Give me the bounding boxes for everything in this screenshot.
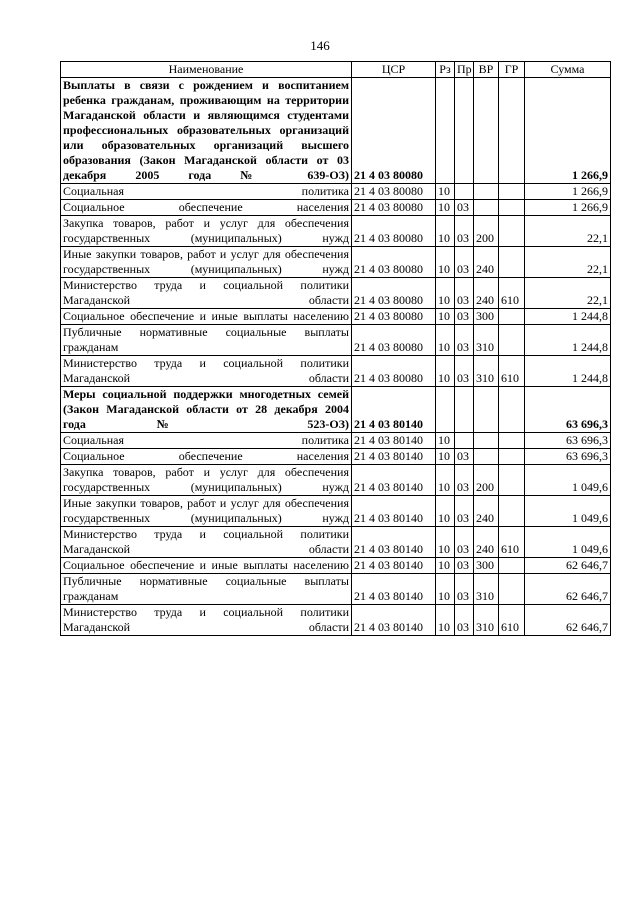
cell-csr: 21 4 03 80140 [352,449,436,465]
cell-vr: 310 [474,605,499,636]
cell-gr [499,78,525,184]
cell-rz: 10 [436,527,455,558]
cell-name: Иные закупки товаров, работ и услуг для обеспечения государственных (муниципальных) нужд [61,247,352,278]
cell-pr: 03 [455,325,474,356]
cell-gr: 610 [499,527,525,558]
cell-pr: 03 [455,216,474,247]
cell-gr [499,465,525,496]
cell-name: Иные закупки товаров, работ и услуг для обеспечения государственных (муниципальных) нужд [61,496,352,527]
cell-pr: 03 [455,574,474,605]
table-row [61,465,611,496]
cell-pr [455,387,474,433]
cell-gr [499,558,525,574]
header-name: Наименование [61,62,352,78]
header-csr: ЦСР [352,62,436,78]
cell-sum: 1 266,9 [525,200,611,216]
cell-pr [455,433,474,449]
cell-rz: 10 [436,496,455,527]
cell-vr: 310 [474,574,499,605]
cell-gr [499,309,525,325]
table-row [61,200,611,216]
cell-sum: 63 696,3 [525,449,611,465]
table-row [61,184,611,200]
cell-pr: 03 [455,496,474,527]
cell-gr [499,247,525,278]
cell-rz: 10 [436,216,455,247]
cell-name: Меры социальной поддержки многодетных семей (Закон Магаданской области от 28 декабря 2004 года № 523-ОЗ) [61,387,352,433]
cell-csr: 21 4 03 80080 [352,309,436,325]
table-row [61,558,611,574]
cell-gr [499,325,525,356]
table-row [61,356,611,387]
table-row [61,309,611,325]
cell-sum: 1 049,6 [525,527,611,558]
cell-pr: 03 [455,247,474,278]
table-row [61,387,611,433]
table-row [61,574,611,605]
table-row [61,449,611,465]
cell-pr [455,78,474,184]
cell-rz: 10 [436,200,455,216]
cell-gr [499,200,525,216]
cell-rz: 10 [436,605,455,636]
cell-vr [474,78,499,184]
cell-csr: 21 4 03 80140 [352,558,436,574]
cell-csr: 21 4 03 80140 [352,605,436,636]
cell-name: Социальное обеспечение и иные выплаты населению [61,309,352,325]
cell-csr: 21 4 03 80080 [352,325,436,356]
cell-sum: 1 266,9 [525,184,611,200]
cell-rz [436,387,455,433]
cell-csr: 21 4 03 80140 [352,465,436,496]
cell-gr [499,433,525,449]
cell-pr: 03 [455,465,474,496]
cell-sum: 63 696,3 [525,433,611,449]
cell-name: Закупка товаров, работ и услуг для обеспечения государственных (муниципальных) нужд [61,465,352,496]
cell-pr: 03 [455,558,474,574]
cell-csr: 21 4 03 80140 [352,574,436,605]
cell-rz: 10 [436,449,455,465]
cell-pr: 03 [455,200,474,216]
cell-vr: 300 [474,558,499,574]
cell-csr: 21 4 03 80080 [352,356,436,387]
cell-sum: 1 266,9 [525,78,611,184]
cell-sum: 1 049,6 [525,465,611,496]
cell-name: Социальное обеспечение населения [61,200,352,216]
page-number: 146 [310,38,330,53]
cell-sum: 22,1 [525,216,611,247]
table-row [61,496,611,527]
cell-vr: 200 [474,465,499,496]
table-row [61,605,611,636]
header-gr: ГР [499,62,525,78]
cell-vr: 310 [474,356,499,387]
table-row [61,278,611,309]
cell-sum: 1 244,8 [525,309,611,325]
cell-rz [436,78,455,184]
cell-name: Публичные нормативные социальные выплаты гражданам [61,325,352,356]
cell-name: Публичные нормативные социальные выплаты гражданам [61,574,352,605]
cell-csr: 21 4 03 80080 [352,278,436,309]
header-sum: Сумма [525,62,611,78]
cell-rz: 10 [436,574,455,605]
cell-sum: 22,1 [525,278,611,309]
cell-vr [474,200,499,216]
header-vr: ВР [474,62,499,78]
cell-csr: 21 4 03 80080 [352,247,436,278]
table-header-row [61,62,611,78]
cell-gr [499,449,525,465]
cell-gr [499,184,525,200]
cell-name: Министерство труда и социальной политики Магаданской области [61,356,352,387]
cell-pr: 03 [455,356,474,387]
cell-vr: 310 [474,325,499,356]
cell-sum: 22,1 [525,247,611,278]
cell-csr: 21 4 03 80080 [352,184,436,200]
cell-vr [474,387,499,433]
budget-table [60,61,611,636]
cell-name: Социальная политика [61,433,352,449]
cell-vr: 240 [474,496,499,527]
cell-vr: 300 [474,309,499,325]
cell-csr: 21 4 03 80080 [352,200,436,216]
cell-name: Выплаты в связи с рождением и воспитанием ребенка гражданам, проживающим на территории Магаданской области и являющимся студентами профессиональных образовательных организаций или образовательных организаций высшего образования (Закон Магаданской области от 03 декабря 2005 года № 639-ОЗ) [61,78,352,184]
cell-name: Социальная политика [61,184,352,200]
cell-vr [474,184,499,200]
cell-pr: 03 [455,527,474,558]
header-pr: Пр [455,62,474,78]
cell-csr: 21 4 03 80140 [352,387,436,433]
cell-vr [474,449,499,465]
cell-name: Социальное обеспечение и иные выплаты населению [61,558,352,574]
cell-csr: 21 4 03 80080 [352,216,436,247]
cell-gr [499,216,525,247]
cell-pr: 03 [455,309,474,325]
cell-gr: 610 [499,356,525,387]
cell-pr: 03 [455,605,474,636]
cell-vr: 240 [474,247,499,278]
cell-rz: 10 [436,247,455,278]
cell-sum: 62 646,7 [525,558,611,574]
cell-gr: 610 [499,605,525,636]
cell-vr: 200 [474,216,499,247]
cell-rz: 10 [436,184,455,200]
cell-rz: 10 [436,278,455,309]
cell-gr [499,387,525,433]
cell-rz: 10 [436,325,455,356]
cell-name: Министерство труда и социальной политики Магаданской области [61,278,352,309]
cell-csr: 21 4 03 80140 [352,496,436,527]
cell-pr: 03 [455,449,474,465]
cell-vr: 240 [474,527,499,558]
cell-sum: 62 646,7 [525,605,611,636]
cell-vr: 240 [474,278,499,309]
cell-gr [499,496,525,527]
cell-csr: 21 4 03 80140 [352,433,436,449]
cell-pr [455,184,474,200]
cell-rz: 10 [436,433,455,449]
table-row [61,325,611,356]
header-rz: Рз [436,62,455,78]
cell-rz: 10 [436,356,455,387]
cell-name: Министерство труда и социальной политики Магаданской области [61,605,352,636]
cell-csr: 21 4 03 80080 [352,78,436,184]
cell-gr: 610 [499,278,525,309]
cell-pr: 03 [455,278,474,309]
table-body [61,78,611,636]
table-row [61,433,611,449]
cell-rz: 10 [436,309,455,325]
cell-sum: 1 049,6 [525,496,611,527]
cell-vr [474,433,499,449]
cell-gr [499,574,525,605]
cell-rz: 10 [436,465,455,496]
cell-sum: 62 646,7 [525,574,611,605]
cell-sum: 1 244,8 [525,325,611,356]
cell-csr: 21 4 03 80140 [352,527,436,558]
cell-name: Социальное обеспечение населения [61,449,352,465]
cell-name: Министерство труда и социальной политики Магаданской области [61,527,352,558]
cell-name: Закупка товаров, работ и услуг для обеспечения государственных (муниципальных) нужд [61,216,352,247]
cell-sum: 63 696,3 [525,387,611,433]
cell-sum: 1 244,8 [525,356,611,387]
table-row [61,527,611,558]
table-row [61,247,611,278]
cell-rz: 10 [436,558,455,574]
table-row [61,78,611,184]
table-row [61,216,611,247]
